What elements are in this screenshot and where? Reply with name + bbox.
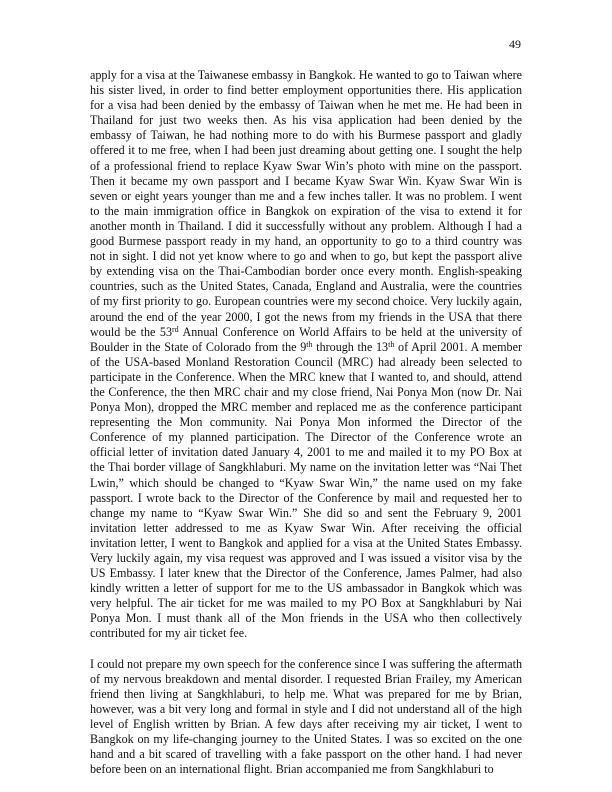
superscript-ordinal: th [306, 339, 313, 349]
paragraph-speech-preparation [90, 657, 522, 778]
superscript-ordinal: th [388, 339, 395, 349]
text-run: I could not prepare my own speech for the conference since I was suffering the aftermath of my nervous breakdown and mental disorder. I requested Brian Frailey, my American friend then living at Sangkhlaburi, to help me. What was prepared for me by Brian, however, was a bit very long and formal in style and I did not understand all of the high level of English written by Brian. A few days after receiving my air ticket, I went to Bangkok on my life-changing journey to the United States. I was so excited on the one hand and a bit scared of travelling with a fake passport on the other hand. I had never before been on an international flight. Brian accompanied me from Sangkhlaburi to [90, 656, 522, 777]
superscript-ordinal: rd [172, 324, 179, 334]
paragraph-conference-invitation [90, 68, 522, 642]
text-run: apply for a visa at the Taiwanese embassy in Bangkok. He wanted to go to Taiwan where his sister lived, in order to find better employment opportunities there. His application for a visa had been denied by the embassy of Taiwan when he met me. He had been in Thailand for just two weeks then. As his visa application had been denied by the embassy of Taiwan, he had nothing more to do with his Burmese passport and gladly offered it to me free, when I had been just dreaming about getting one. I sought the help of a professional friend to replace Kyaw Swar Win’s photo with mine on the passport. Then it became my own passport and I became Kyaw Swar Win. Kyaw Swar Win is seven or eight years younger than me and a few inches taller. It was no problem. I went to the main immigration office in Bangkok on expiration of the visa to extend it for another month in Thailand. I did it successfully without any problem. Although I had a good Burmese passport ready in my hand, an opportunity to go to a third country was not in sight. I did not yet know where to go and when to go, but kept the passport alive by extending visa on the Thai-Cambodian border once every month. English-speaking countries, such as the United States, Canada, England and Australia, were the countries of my first priority to go. European countries were my second choice. Very luckily again, around the end of the year 2000, I got the news from my friends in the USA that there would be the 53 [90, 68, 522, 339]
body-text [90, 68, 522, 777]
page-number: 49 [509, 37, 521, 51]
text-run: Annual Conference on World Affairs to be held at the university of Boulder in the State of Colorado from the 9 [90, 324, 522, 354]
text-run: through the 13 [312, 339, 389, 354]
text-run: of April 2001. A member of the USA-based Monland Restoration Council (MRC) had already been selected to participate in the Conference. When the MRC knew that I wanted to, and should, attend the Conference, the then MRC chair and my close friend, Nai Ponya Mon (now Dr. Nai Ponya Mon), dropped the MRC member and replaced me as the conference participant representing the Mon community. Nai Ponya Mon informed the Director of the Conference of my planned participation. The Director of the Conference wrote an official letter of invitation dated January 4, 2001 to me and mailed it to my PO Box at the Thai border village of Sangkhlaburi. My name on the invitation letter was “Nai Thet Lwin,” which should be changed to “Kyaw Swar Win,” the name used on my fake passport. I wrote back to the Director of the Conference by mail and requested her to change my name to “Kyaw Swar Win.” She did so and sent the February 9, 2001 invitation letter addressed to me as Kyaw Swar Win. After receiving the official invitation letter, I went to Bangkok and applied for a visa at the United States Embassy. Very luckily again, my visa request was approved and I was issued a visitor visa by the US Embassy. I later knew that the Director of the Conference, James Palmer, had also kindly written a letter of support for me to the US ambassador in Bangkok which was very helpful. The air ticket for me was mailed to my PO Box at Sangkhlaburi by Nai Ponya Mon. I must thank all of the Mon friends in the USA who then collectively contributed for my air ticket fee. [90, 339, 522, 641]
